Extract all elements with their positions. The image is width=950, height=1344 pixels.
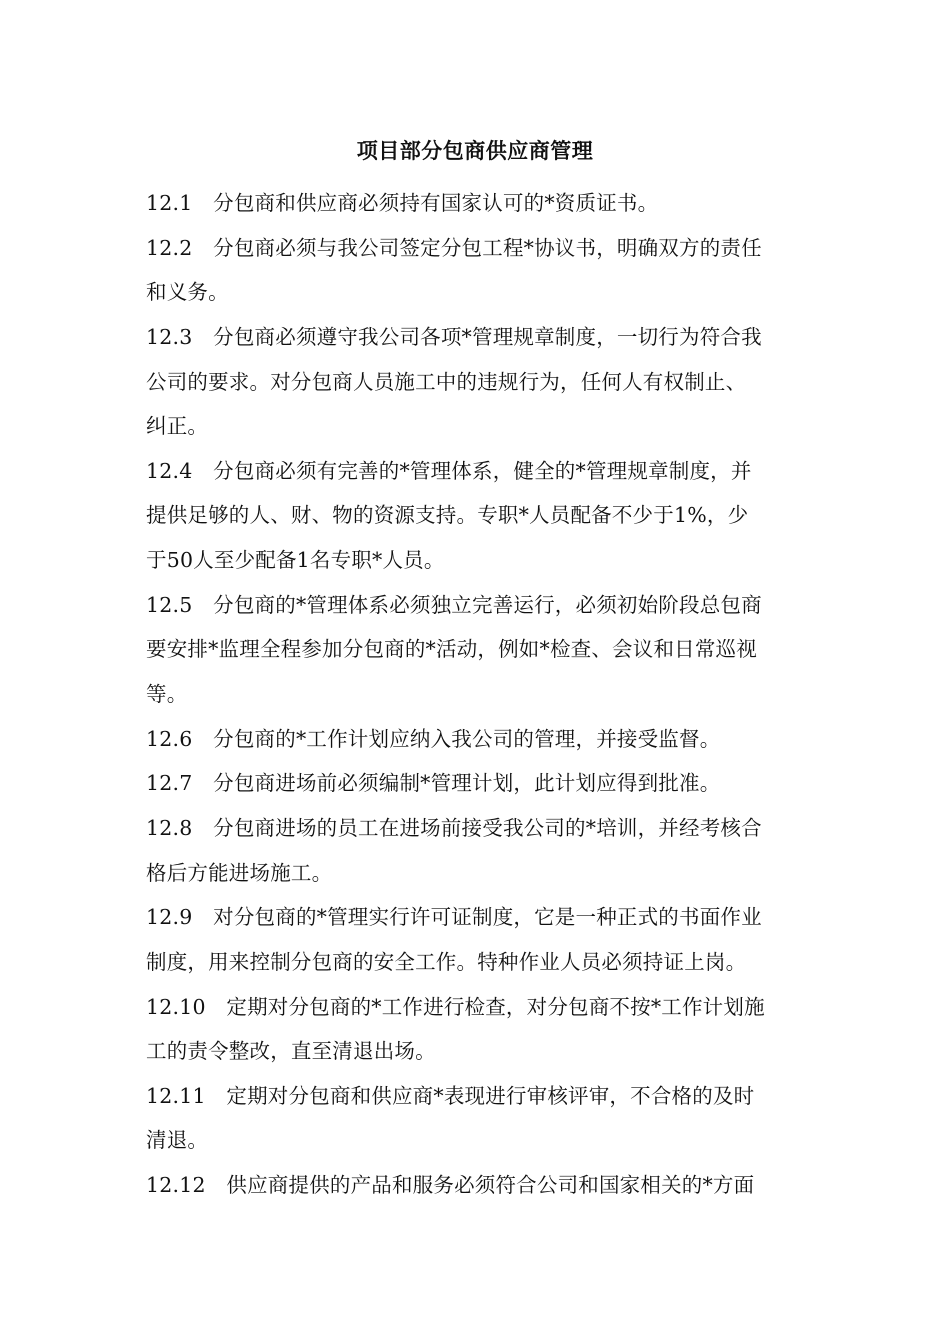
text-line: 12.12 供应商提供的产品和服务必须符合公司和国家相关的*方面 [146,1173,755,1197]
text-line: 格后方能进场施工。 [146,861,333,885]
text-line: 12.9 对分包商的*管理实行许可证制度，它是一种正式的书面作业 [146,905,762,929]
text-line: 提供足够的人、财、物的资源支持。专职*人员配备不少于1%，少 [146,503,749,527]
text-line: 清退。 [146,1128,209,1152]
text-line: 12.7 分包商进场前必须编制*管理计划，此计划应得到批准。 [146,771,721,795]
document-title: 项目部分包商供应商管理 [356,138,594,163]
text-line: 于50人至少配备1名专职*人员。 [146,548,445,572]
text-line: 制度，用来控制分包商的安全工作。特种作业人员必须持证上岗。 [146,950,747,974]
text-line: 等。 [146,682,188,706]
text-line: 纠正。 [146,414,209,438]
text-line: 12.11 定期对分包商和供应商*表现进行审核评审，不合格的及时 [146,1084,755,1108]
text-line: 12.3 分包商必须遵守我公司各项*管理规章制度，一切行为符合我 [146,325,762,349]
text-line: 12.10 定期对分包商的*工作进行检查，对分包商不按*工作计划施 [146,995,765,1019]
text-line: 12.5 分包商的*管理体系必须独立完善运行，必须初始阶段总包商 [146,593,762,617]
text-line: 12.6 分包商的*工作计划应纳入我公司的管理，并接受监督。 [146,727,721,751]
text-line: 公司的要求。对分包商人员施工中的违规行为，任何人有权制止、 [146,370,747,394]
text-line: 要安排*监理全程参加分包商的*活动，例如*检查、会议和日常巡视 [146,637,757,661]
text-line: 和义务。 [146,280,229,304]
text-line: 12.4 分包商必须有完善的*管理体系，健全的*管理规章制度，并 [146,459,752,483]
text-line: 12.1 分包商和供应商必须持有国家认可的*资质证书。 [146,191,659,215]
text-line: 工的责令整改，直至清退出场。 [146,1039,436,1063]
text-line: 12.2 分包商必须与我公司签定分包工程*协议书，明确双方的责任 [146,236,762,260]
text-line: 12.8 分包商进场的员工在进场前接受我公司的*培训，并经考核合 [146,816,762,840]
